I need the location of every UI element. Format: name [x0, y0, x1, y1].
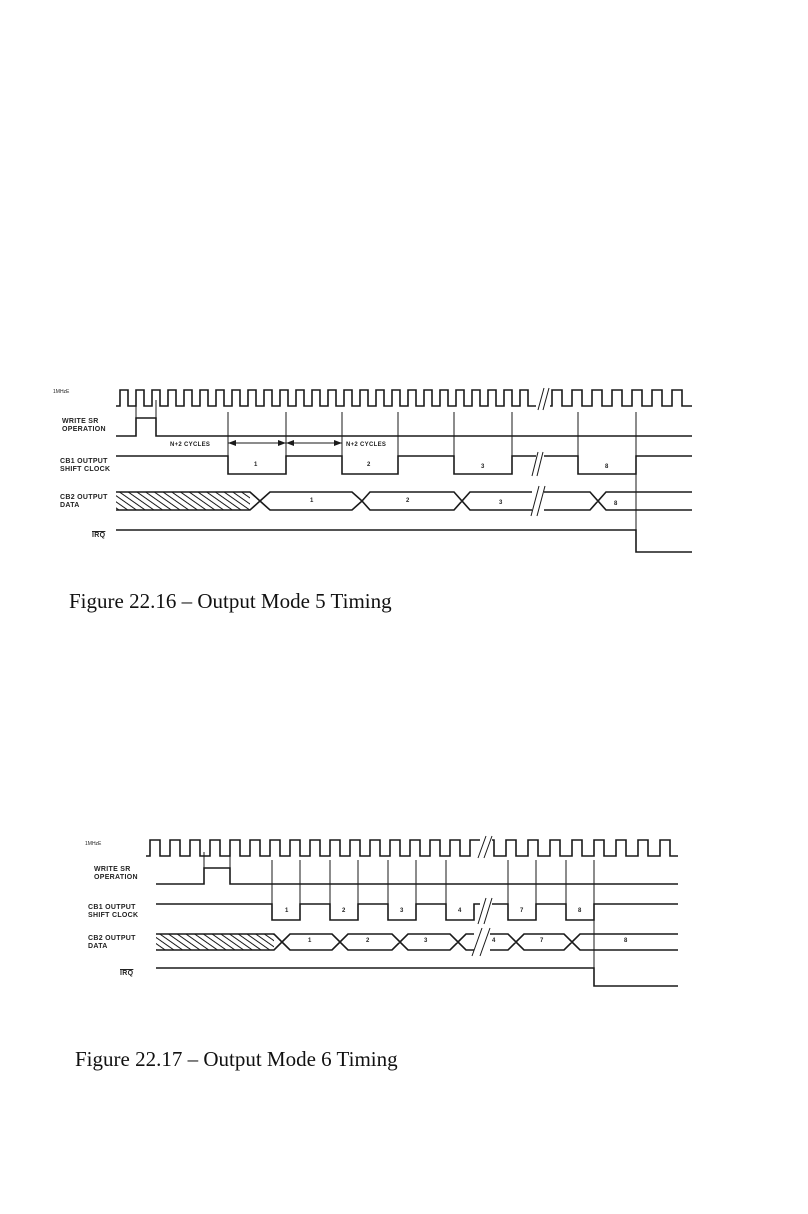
data-bit-label: 2 — [366, 938, 370, 944]
data-bit-label: 8 — [614, 501, 618, 507]
clock-bit-label: 4 — [458, 908, 462, 914]
cb1-shift-clock-waveform — [116, 456, 536, 474]
clock-bit-label: 1 — [285, 908, 289, 914]
clock-bit-label: 1 — [254, 462, 258, 468]
clock-waveform-continued — [492, 840, 678, 856]
irq-signal-label: $\overline{IRQ}$ — [120, 970, 134, 977]
write-sr-waveform — [116, 418, 692, 436]
clock-signal-label: 1MHzE — [53, 389, 70, 395]
timing-diagram-mode-6 — [0, 780, 808, 1214]
figure-caption: Figure 22.17 – Output Mode 6 Timing — [75, 1047, 398, 1071]
cb2-signal-label: CB2 OUTPUT DATA — [88, 935, 136, 950]
clock-bit-label: 2 — [342, 908, 346, 914]
data-bit-label: 8 — [624, 938, 628, 944]
clock-waveform — [146, 840, 480, 856]
cb2-signal-label: CB2 OUTPUT DATA — [60, 494, 108, 509]
data-bit-label: 1 — [308, 938, 312, 944]
figure-caption: Figure 22.16 – Output Mode 5 Timing — [69, 589, 392, 613]
data-bit-label: 4 — [492, 938, 496, 944]
data-bit-label: 3 — [499, 500, 503, 506]
clock-waveform — [116, 390, 536, 406]
figure-output-mode-6 — [0, 780, 808, 1214]
cb1-break-marks — [478, 898, 492, 924]
clock-bit-label: 7 — [520, 908, 524, 914]
clock-bit-label: 3 — [400, 908, 404, 914]
cycle-arrows — [228, 440, 342, 446]
cb1-signal-label: CB1 OUTPUT SHIFT CLOCK — [60, 458, 111, 473]
clock-waveform-continued — [550, 390, 692, 406]
reference-ticks — [136, 400, 636, 545]
data-bit-label: 1 — [310, 498, 314, 504]
write-sr-waveform — [156, 868, 678, 884]
cycles-label-b: N+2 CYCLES — [346, 442, 387, 448]
clock-bit-label: 8 — [605, 464, 609, 470]
data-bit-label: 3 — [424, 938, 428, 944]
clock-bit-label: 8 — [578, 908, 582, 914]
clock-break-marks — [478, 836, 492, 858]
irq-waveform — [156, 968, 678, 986]
cb2-undefined-hatch — [116, 492, 250, 510]
write-sr-signal-label: WRITE SR OPERATION — [62, 418, 106, 433]
clock-break-marks — [538, 388, 549, 410]
cb1-shift-clock-continued — [544, 456, 692, 474]
write-sr-signal-label: WRITE SR OPERATION — [94, 866, 138, 881]
data-bit-label: 7 — [540, 938, 544, 944]
clock-signal-label: 1MHzE — [85, 841, 102, 847]
irq-signal-label: $\overline{IRQ}$ — [92, 532, 106, 539]
clock-bit-label: 3 — [481, 464, 485, 470]
cb1-shift-clock-waveform — [156, 904, 480, 920]
cycles-label-a: N+2 CYCLES — [170, 442, 211, 448]
cb1-signal-label: CB1 OUTPUT SHIFT CLOCK — [88, 904, 139, 919]
cb2-break-marks — [472, 928, 490, 956]
data-bit-label: 2 — [406, 498, 410, 504]
clock-bit-label: 2 — [367, 462, 371, 468]
cb2-break-marks — [531, 486, 545, 516]
cb2-undefined-hatch — [156, 934, 274, 950]
irq-waveform — [116, 530, 692, 552]
